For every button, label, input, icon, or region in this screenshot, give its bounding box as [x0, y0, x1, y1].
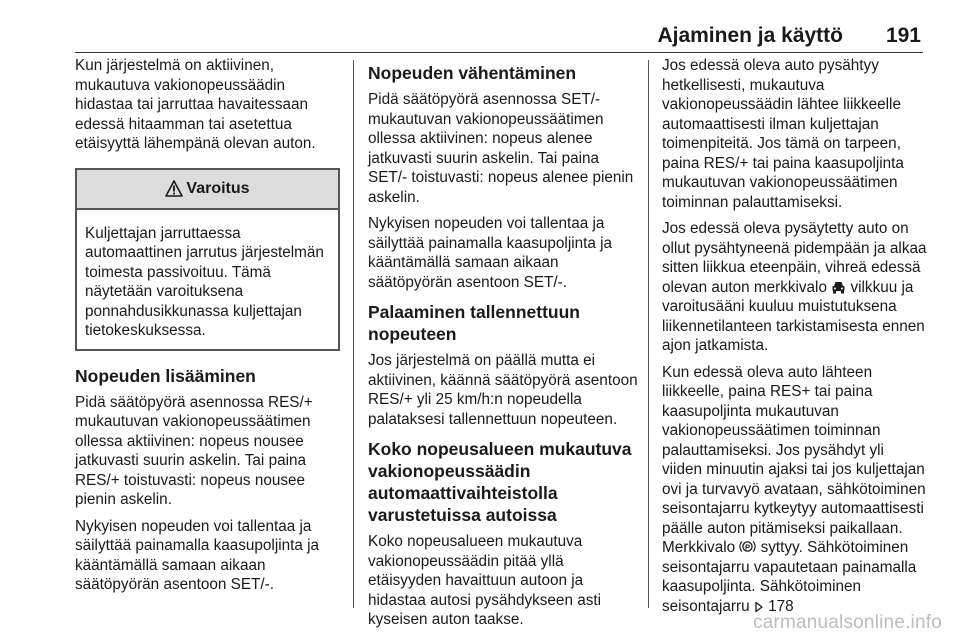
warning-header [77, 170, 338, 210]
page-header [75, 18, 923, 53]
paragraph-text: Jos edessä oleva pysäytetty auto on ollut pysähtyneenä pidempään ja alkaa sitten liikkua eteenpäin, vihreä edessä olevan auton merkkivalo [662, 220, 927, 296]
paragraph: Pidä säätöpyörä asennossa RES/+ mukautuvan vakionopeussäätimen ollessa aktiivinen: nopeus nousee jatkuvasti suurin askelin. Tai paina RES/+ toistuvasti: nopeus nousee pienin askelin. [75, 393, 313, 508]
section-heading: Nopeuden lisääminen [75, 365, 256, 386]
section-heading: Koko nopeusalueen mukautuva vakionopeussäädin automaattivaihteistolla varustetuissa autoissa [368, 439, 632, 525]
vehicle-ahead-icon [831, 280, 846, 294]
column-divider [353, 60, 354, 608]
warning-box [75, 168, 340, 351]
watermark: carmanualsonline.info [752, 612, 942, 633]
paragraph-text: Kun edessä oleva auto lähteen liikkeelle, paina RES+ tai paina kaasupoljinta mukautuvan vakionopeussäätimen toiminnan palauttamiseksi. Jos pysähdyt yli viiden minuutin ajaksi tai jos kuljettajan ovi ja turvavyö avataan, sähkötoiminen seisontajarru kytkeytyy automaattisesti päälle auton pitämiseksi paikallaan. Merkkivalo [662, 363, 926, 556]
section-heading: Palaaminen tallennettuun nopeuteen [368, 302, 580, 344]
paragraph [662, 219, 927, 356]
page-reference[interactable]: 178 [768, 597, 794, 615]
page-reference-icon [754, 601, 764, 613]
page-number: 191 [885, 24, 921, 47]
column-3 [662, 56, 927, 623]
paragraph: Nykyisen nopeuden voi tallentaa ja säilyttää painamalla kaasupoljinta ja kääntämällä samaan aikaan säätöpyörän asentoon SET/-. [75, 517, 320, 593]
intro-paragraph: Kun järjestelmä on aktiivinen, mukautuva vakionopeussäädin hidastaa tai jarruttaa havaitessaan edessä hitaamman tai asetettua etäisyyttä lähempänä olevan auton. [75, 57, 316, 152]
warning-title: Varoitus [186, 179, 250, 197]
parking-brake-icon [739, 539, 756, 554]
paragraph-text: syttyy. Sähkötoiminen seisontajarru vapautetaan painamalla kaasupoljinta. Sähkötoiminen seisontajarru [662, 539, 917, 615]
section-heading: Nopeuden vähentäminen [368, 63, 577, 83]
paragraph: Jos järjestelmä on päällä mutta ei aktiivinen, käännä säätöpyörä asentoon RES/+ yli 25 km/h:n nopeudella palataksesi tallennettuun nopeuteen. [368, 352, 638, 428]
paragraph-text: vilkkuu ja varoitusääni kuuluu muistutuksena liikennetilanteen tarkistamisesta ennen ajon jatkamista. [662, 278, 925, 354]
paragraph: Nykyisen nopeuden voi tallentaa ja säilyttää painamalla kaasupoljinta ja kääntämällä samaan aikaan säätöpyörän asentoon SET/-. [368, 215, 613, 291]
paragraph: Pidä säätöpyörä asennossa SET/- mukautuvan vakionopeussäätimen ollessa aktiivinen: nopeus alenee jatkuvasti suurin askelin. Tai paina SET/- toistuvasti: nopeus alenee pienin askelin. [368, 91, 634, 206]
paragraph [662, 363, 927, 617]
paragraph: Jos edessä oleva auto pysähtyy hetkellisesti, mukautuva vakionopeussäädin lähtee liikkeelle automaattisesti ilman kuljettajan toimenpiteitä. Jos tämä on tarpeen, paina RES/+ tai paina kaasupoljinta mukautuvan vakionopeussäätimen toiminnan palauttamiseksi. [662, 57, 904, 211]
warning-body: Kuljettajan jarruttaessa automaattinen jarrutus järjestelmän toimesta passivoituu. Tämä näytetään varoituksena ponnahdusikkunassa kuljettajan tietokeskuksessa. [85, 224, 324, 339]
header-title: Ajaminen ja käyttö [657, 24, 843, 47]
column-2 [368, 56, 638, 637]
column-divider [648, 60, 649, 608]
svg-text:P: P [745, 542, 751, 552]
column-1 [75, 56, 340, 602]
warning-triangle-icon [165, 180, 183, 197]
paragraph: Koko nopeusalueen mukautuva vakionopeussäädin pitää yllä etäisyyden havaittuun autoon ja hidastaa autosi pysähdykseen asti kyseisen auton taakse. [368, 533, 602, 628]
